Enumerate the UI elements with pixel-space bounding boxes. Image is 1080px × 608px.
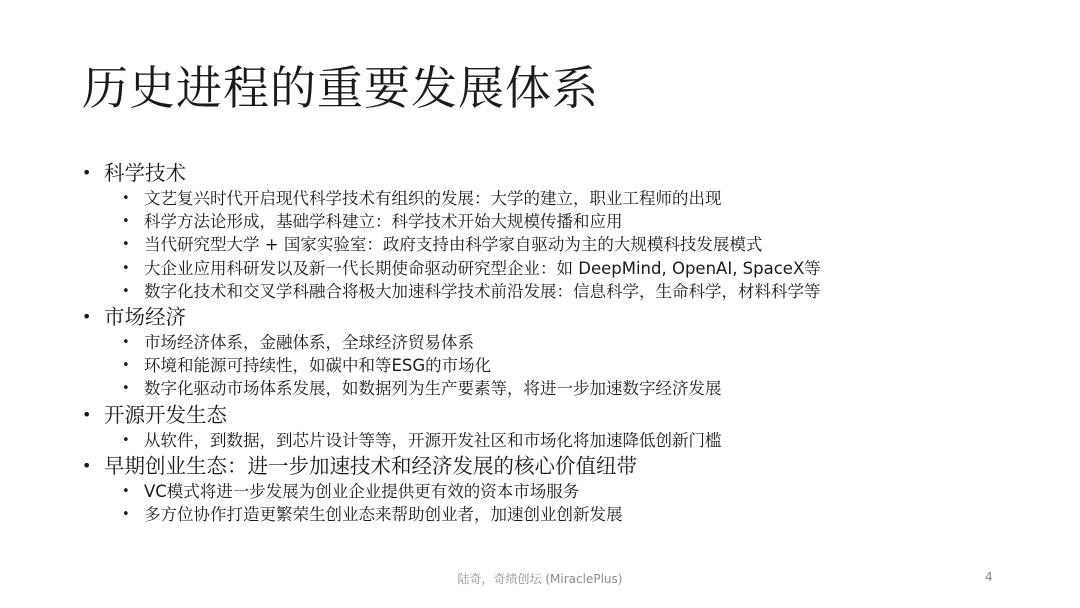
bullet-dot-icon: • (82, 404, 92, 424)
list-item (82, 187, 1042, 210)
list-item (82, 331, 1042, 354)
section-heading (82, 401, 1042, 429)
list-item (82, 377, 1042, 400)
section-heading-text: 市场经济 (104, 305, 186, 330)
list-item (82, 354, 1042, 377)
page-number: 4 (985, 570, 993, 584)
section-heading-text: 早期创业生态：进一步加速技术和经济发展的核心价值纽带 (104, 453, 637, 478)
section-heading-text: 开源开发生态 (104, 402, 227, 427)
bullet-dot-icon: • (122, 214, 130, 230)
bullet-dot-icon: • (122, 507, 130, 523)
section-market-economy (82, 303, 1042, 401)
list-item-text: 数字化驱动市场体系发展，如数据列为生产要素等，将进一步加速数字经济发展 (144, 379, 722, 399)
sub-bullet-list (82, 429, 1042, 452)
bullet-dot-icon: • (122, 191, 130, 206)
bullet-dot-icon: • (82, 307, 92, 327)
section-heading (82, 452, 1042, 480)
bullet-dot-icon: • (122, 381, 130, 397)
list-item (82, 429, 1042, 452)
list-item-text: 大企业应用科研发以及新一代长期使命驱动研究型企业：如 DeepMind, OpenAI, SpaceX等 (144, 258, 821, 278)
list-item (82, 210, 1042, 233)
section-startup-ecosystem (82, 452, 1042, 526)
section-heading (82, 303, 1042, 331)
bullet-dot-icon: • (82, 455, 92, 475)
section-science-technology (82, 159, 1042, 303)
slide-content (82, 159, 1042, 526)
list-item (82, 503, 1042, 526)
footer-text: 陆奇，奇绩创坛 (MiraclePlus) (457, 572, 623, 586)
list-item-text: 环境和能源可持续性，如碳中和等ESG的市场化 (144, 356, 492, 376)
sub-bullet-list (82, 480, 1042, 526)
list-item (82, 257, 1042, 280)
bullet-dot-icon: • (122, 237, 130, 253)
sub-bullet-list (82, 187, 1042, 303)
slide-title: 历史进程的重要发展体系 (82, 61, 599, 115)
list-item-text: 多方位协作打造更繁荣生创业态来帮助创业者，加速创业创新发展 (144, 505, 623, 525)
list-item (82, 480, 1042, 503)
list-item-text: VC模式将进一步发展为创业企业提供更有效的资本市场服务 (144, 481, 580, 501)
list-item-text: 数字化技术和交叉学科融合将极大加速科学技术前沿发展：信息科学，生命科学，材料科学等 (144, 281, 821, 301)
section-heading (82, 159, 1042, 187)
list-item-text: 科学方法论形成，基础学科建立：科学技术开始大规模传播和应用 (144, 212, 623, 232)
bullet-dot-icon: • (122, 358, 130, 374)
bullet-dot-icon: • (122, 283, 130, 299)
bullet-dot-icon: • (122, 483, 130, 499)
bullet-dot-icon: • (122, 432, 130, 448)
sub-bullet-list (82, 331, 1042, 401)
list-item (82, 233, 1042, 256)
list-item-text: 文艺复兴时代开启现代科学技术有组织的发展：大学的建立，职业工程师的出现 (144, 189, 722, 208)
list-item (82, 280, 1042, 303)
bullet-dot-icon: • (122, 260, 130, 276)
section-heading-text: 科学技术 (104, 161, 186, 185)
list-item-text: 市场经济体系，金融体系，全球经济贸易体系 (144, 333, 474, 353)
list-item-text: 从软件，到数据，到芯片设计等等，开源开发社区和市场化将加速降低创新门槛 (144, 430, 722, 450)
list-item-text: 当代研究型大学 + 国家实验室：政府支持由科学家自驱动为主的大规模科技发展模式 (144, 235, 763, 255)
bullet-dot-icon: • (82, 163, 92, 182)
section-open-source (82, 401, 1042, 452)
bullet-dot-icon: • (122, 335, 130, 351)
